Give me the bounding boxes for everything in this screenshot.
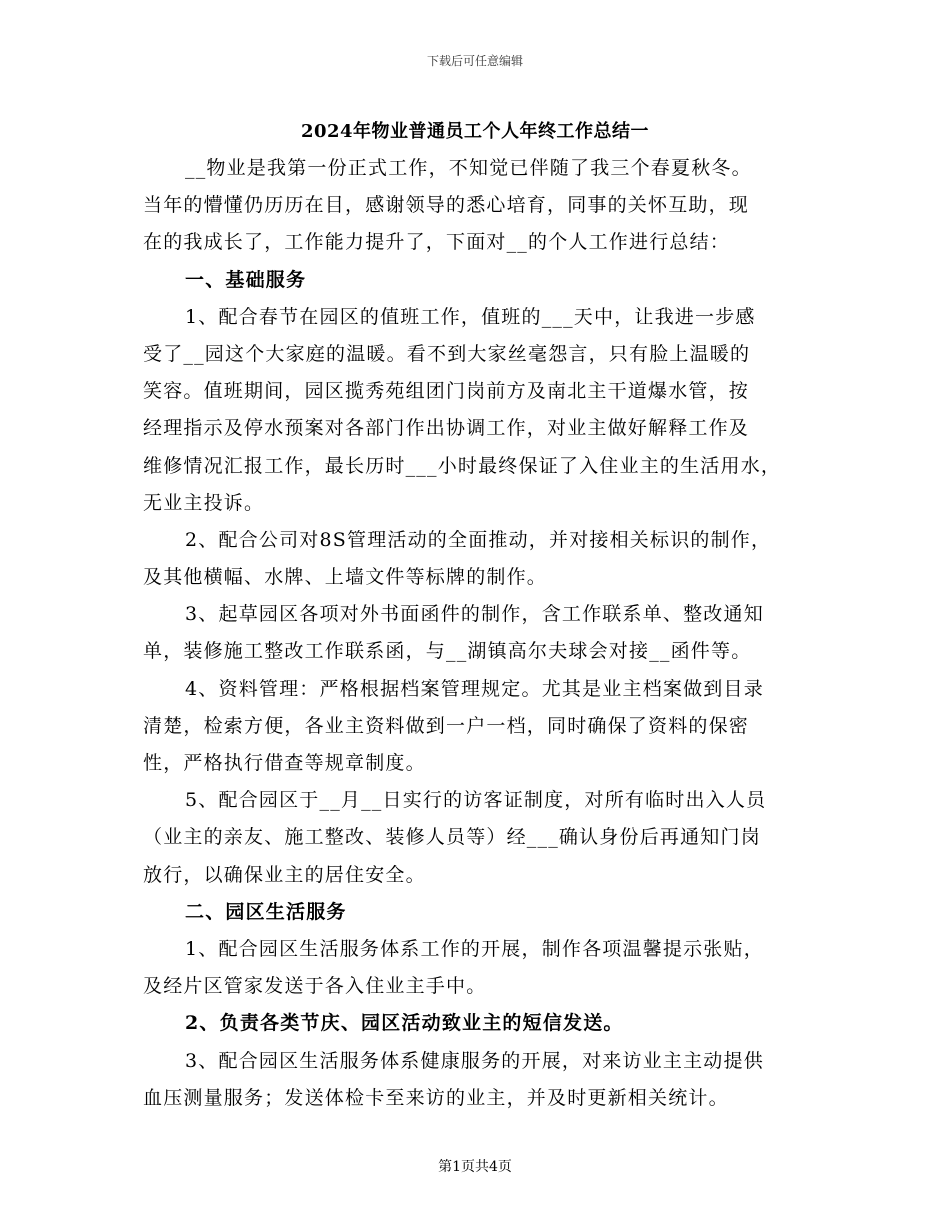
text-line: 1、配合园区生活服务体系工作的开展，制作各项温馨提示张贴，: [185, 937, 764, 960]
text-line: 经理指示及停水预案对各部门作出协调工作，对业主做好解释工作及: [143, 417, 750, 440]
text-line: 在的我成长了，工作能力提升了，下面对__的个人工作进行总结：: [143, 231, 731, 254]
text-line: 血压测量服务；发送体检卡至来访的业主，并及时更新相关统计。: [143, 1086, 729, 1109]
text-line: 单，装修施工整改工作联系函，与__湖镇高尔夫球会对接__函件等。: [143, 640, 752, 663]
document-title: 2024年物业普通员工个人年终工作总结一: [300, 121, 650, 142]
text-line: 3、起草园区各项对外书面函件的制作，含工作联系单、整改通知: [185, 603, 764, 626]
text-line: 笑容。值班期间，园区揽秀苑组团门岗前方及南北主干道爆水管，按: [143, 380, 750, 403]
page-header: 下载后可任意编辑: [426, 54, 523, 68]
text-line: 3、配合园区生活服务体系健康服务的开展，对来访业主主动提供: [185, 1049, 764, 1072]
section-heading: 一、基础服务: [185, 268, 307, 291]
section-heading: 2、负责各类节庆、园区活动致业主的短信发送。: [185, 1012, 624, 1035]
text-line: 5、配合园区于__月__日实行的访客证制度，对所有临时出入人员: [185, 789, 767, 812]
text-line: 无业主投诉。: [143, 491, 265, 514]
text-line: 1、配合春节在园区的值班工作，值班的___天中，让我进一步感: [185, 305, 756, 328]
document-body: [143, 150, 813, 1117]
text-line: 性，严格执行借查等规章制度。: [143, 752, 426, 774]
text-line: 4、资料管理：严格根据档案管理规定。尤其是业主档案做到目录: [185, 677, 764, 700]
page-footer: 第1页共4页: [438, 1159, 512, 1175]
text-line: 当年的懵懂仍历历在目，感谢领导的悉心培育，同事的关怀互助，现: [143, 194, 750, 217]
text-line: 2、配合公司对8S管理活动的全面推动，并对接相关标识的制作，: [185, 528, 772, 551]
text-line: （业主的亲友、施工整改、装修人员等）经___确认身份后再通知门岗: [143, 826, 761, 849]
text-line: __物业是我第一份正式工作，不知觉已伴随了我三个春夏秋冬。: [185, 157, 752, 179]
text-line: 放行，以确保业主的居住安全。: [143, 863, 426, 886]
section-heading: 二、园区生活服务: [185, 900, 347, 923]
text-line: 维修情况汇报工作，最长历时___小时最终保证了入住业主的生活用水，: [143, 454, 782, 477]
text-line: 及经片区管家发送于各入住业主手中。: [143, 975, 487, 998]
text-line: 受了__园这个大家庭的温暖。看不到大家丝毫怨言，只有脸上温暖的: [143, 342, 751, 365]
text-line: 及其他横幅、水牌、上墙文件等标牌的制作。: [143, 566, 548, 589]
text-line: 清楚，检索方便，各业主资料做到一户一档，同时确保了资料的保密: [143, 714, 750, 737]
